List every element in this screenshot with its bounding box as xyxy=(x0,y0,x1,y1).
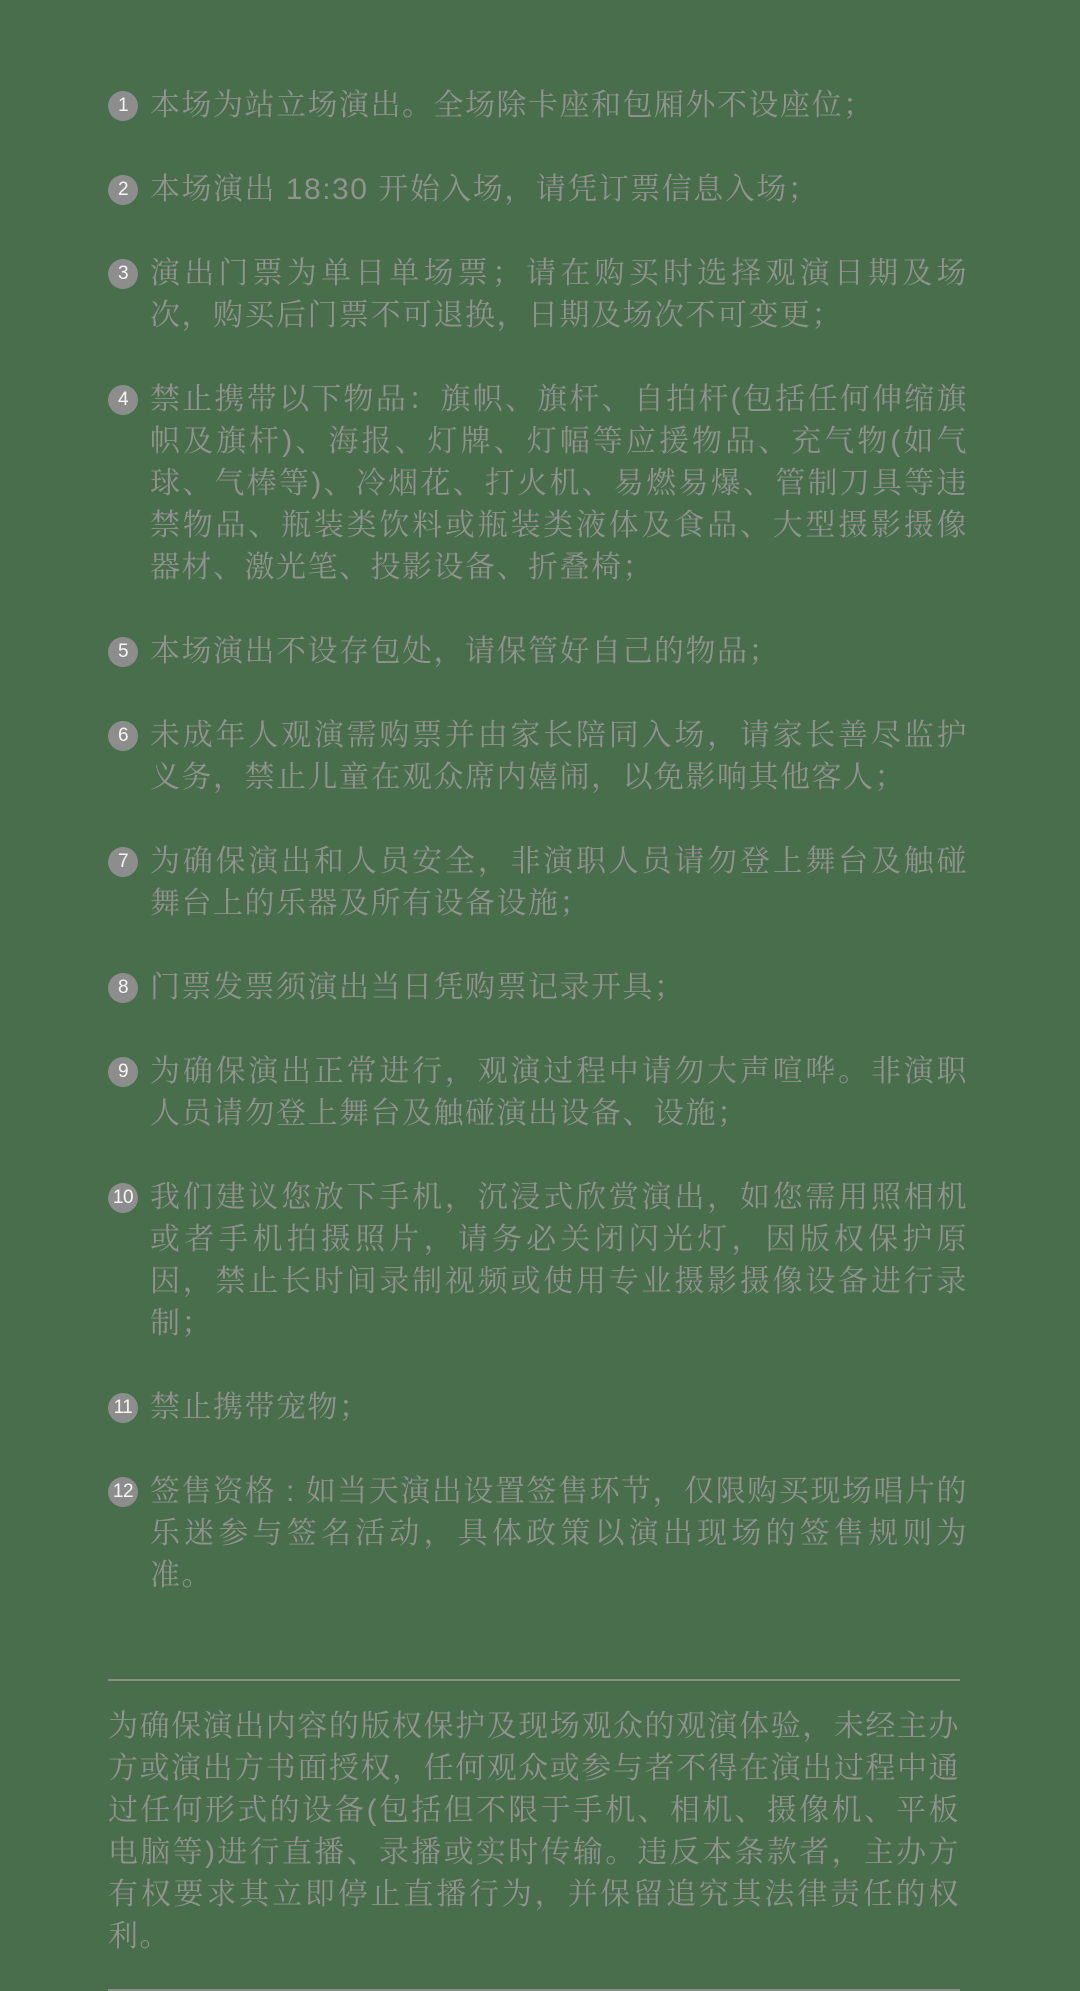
item-number-badge: 12 xyxy=(108,1477,138,1507)
notice-item-text: 为确保演出和人员安全，非演职人员请勿登上舞台及触碰舞台上的乐器及所有设备设施； xyxy=(150,845,968,920)
notice-item-7 xyxy=(108,841,968,925)
item-number-badge: 7 xyxy=(108,847,138,877)
notice-item-1 xyxy=(108,85,968,127)
notice-item-3 xyxy=(108,253,968,337)
notice-item-text: 我们建议您放下手机，沉浸式欣赏演出，如您需用照相机或者手机拍摄照片，请务必关闭闪光灯，因版权保护原因，禁止长时间录制视频或使用专业摄影摄像设备进行录制； xyxy=(150,1181,968,1340)
notice-item-8 xyxy=(108,967,968,1009)
notice-item-text: 签售资格 : 如当天演出设置签售环节，仅限购买现场唱片的乐迷参与签名活动，具体政策以演出现场的签售规则为准。 xyxy=(150,1475,968,1592)
notice-item-9 xyxy=(108,1051,968,1135)
item-number-badge: 10 xyxy=(108,1183,138,1213)
item-number-badge: 9 xyxy=(108,1057,138,1087)
notice-item-4 xyxy=(108,379,968,589)
notice-item-text: 演出门票为单日单场票；请在购买时选择观演日期及场次，购买后门票不可退换，日期及场次不可变更； xyxy=(150,257,968,332)
notice-item-10 xyxy=(108,1177,968,1345)
notice-item-text: 本场为站立场演出。全场除卡座和包厢外不设座位； xyxy=(150,89,875,122)
item-number-badge: 3 xyxy=(108,259,138,289)
item-number-badge: 6 xyxy=(108,721,138,751)
notice-item-text: 禁止携带以下物品：旗帜、旗杆、自拍杆(包括任何伸缩旗帜及旗杆)、海报、灯牌、灯幅等应援物品、充气物(如气球、气棒等)、冷烟花、打火机、易燃易爆、管制刀具等违禁物品、瓶装类饮料或瓶装类液体及食品、大型摄影摄像器材、激光笔、投影设备、折叠椅； xyxy=(150,383,968,584)
top-divider xyxy=(108,1679,960,1681)
notice-item-text: 本场演出 18:30 开始入场，请凭订票信息入场； xyxy=(150,173,820,206)
copyright-notice: 为确保演出内容的版权保护及现场观众的观演体验，未经主办方或演出方书面授权，任何观众或参与者不得在演出过程中通过任何形式的设备(包括但不限于手机、相机、摄像机、平板电脑等)进行直播、录播或实时传输。违反本条款者，主办方有权要求其立即停止直播行为，并保留追究其法律责任的权利。 xyxy=(108,1710,960,1953)
notice-item-5 xyxy=(108,631,968,673)
item-number-badge: 8 xyxy=(108,973,138,1003)
notice-item-11 xyxy=(108,1387,968,1429)
notice-item-text: 为确保演出正常进行，观演过程中请勿大声喧哗。非演职人员请勿登上舞台及触碰演出设备、设施； xyxy=(150,1055,968,1130)
notice-item-text: 未成年人观演需购票并由家长陪同入场，请家长善尽监护义务，禁止儿童在观众席内嬉闹，以免影响其他客人； xyxy=(150,719,968,794)
item-number-badge: 2 xyxy=(108,175,138,205)
notice-item-text: 本场演出不设存包处，请保管好自己的物品； xyxy=(150,635,780,668)
item-number-badge: 1 xyxy=(108,91,138,121)
notice-item-text: 禁止携带宠物； xyxy=(150,1391,371,1424)
notice-item-6 xyxy=(108,715,968,799)
notice-item-text: 门票发票须演出当日凭购票记录开具； xyxy=(150,971,686,1004)
notice-item-2 xyxy=(108,169,968,211)
notice-list xyxy=(108,85,968,1597)
notice-item-12 xyxy=(108,1471,968,1597)
item-number-badge: 5 xyxy=(108,637,138,667)
item-number-badge: 4 xyxy=(108,385,138,415)
item-number-badge: 11 xyxy=(108,1393,138,1423)
